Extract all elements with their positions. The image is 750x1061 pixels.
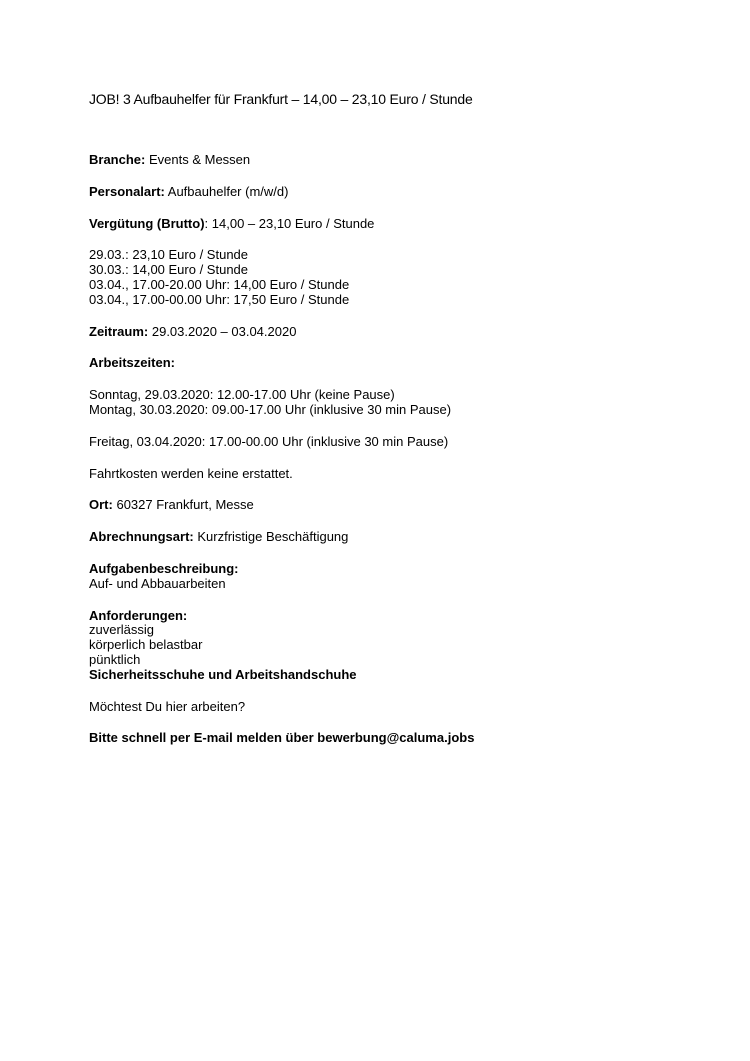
rate-line: 30.03.: 14,00 Euro / Stunde <box>89 262 249 278</box>
fahrtkosten-note: Fahrtkosten werden keine erstattet. <box>89 465 293 481</box>
field-abrechnungsart-label: Abrechnungsart: <box>89 529 194 545</box>
field-verguetung-value: : 14,00 – 23,10 Euro / Stunde <box>204 215 375 231</box>
field-branche <box>89 153 664 168</box>
requirement-item: pünktlich <box>89 651 141 667</box>
section-aufgaben-label: Aufgabenbeschreibung: <box>89 560 239 576</box>
field-zeitraum-value: 29.03.2020 – 03.04.2020 <box>151 323 297 339</box>
schedule-line-sonntag: Sonntag, 29.03.2020: 12.00-17.00 Uhr (keine Pause) <box>89 387 395 403</box>
requirement-item: zuverlässig <box>89 622 155 638</box>
field-abrechnungsart-value: Kurzfristige Beschäftigung <box>197 529 349 545</box>
job-title: JOB! 3 Aufbauhelfer für Frankfurt – 14,00 – 23,10 Euro / Stunde <box>89 91 473 107</box>
requirement-item: körperlich belastbar <box>89 637 203 653</box>
field-branche-value: Events & Messen <box>148 152 251 167</box>
section-anforderungen-label: Anforderungen: <box>89 607 188 623</box>
schedule-line-freitag: Freitag, 03.04.2020: 17.00-00.00 Uhr (inklusive 30 min Pause) <box>89 433 449 449</box>
field-personalart-label: Personalart: <box>89 183 165 199</box>
field-ort-label: Ort: <box>89 497 113 513</box>
question-line: Möchtest Du hier arbeiten? <box>89 698 246 714</box>
section-anforderungen <box>89 609 664 683</box>
rate-line: 03.04., 17.00-20.00 Uhr: 14,00 Euro / Stunde <box>89 276 350 292</box>
field-ort-value: 60327 Frankfurt, Messe <box>116 497 254 513</box>
document-content <box>89 91 664 763</box>
field-ort <box>89 498 664 513</box>
section-aufgaben <box>89 562 664 592</box>
rate-list <box>89 248 664 307</box>
field-verguetung <box>89 217 664 232</box>
section-arbeitszeiten-label: Arbeitszeiten: <box>89 355 175 371</box>
section-arbeitszeiten-heading <box>89 356 664 371</box>
field-zeitraum-label: Zeitraum: <box>89 323 149 339</box>
field-branche-label: Branche: <box>89 152 146 167</box>
rate-line: 03.04., 17.00-00.00 Uhr: 17,50 Euro / Stunde <box>89 291 350 307</box>
field-personalart-value: Aufbauhelfer (m/w/d) <box>167 183 289 199</box>
field-abrechnungsart <box>89 530 664 545</box>
requirement-highlight: Sicherheitsschuhe und Arbeitshandschuhe <box>89 666 357 682</box>
cta-line: Bitte schnell per E-mail melden über bewerbung@caluma.jobs <box>89 730 475 746</box>
section-aufgaben-value: Auf- und Abbauarbeiten <box>89 575 226 591</box>
schedule-weekend-block <box>89 388 664 418</box>
schedule-line-montag: Montag, 30.03.2020: 09.00-17.00 Uhr (inklusive 30 min Pause) <box>89 401 452 417</box>
field-verguetung-label: Vergütung (Brutto) <box>89 215 205 231</box>
field-personalart <box>89 185 664 200</box>
field-zeitraum <box>89 325 664 340</box>
rate-line: 29.03.: 23,10 Euro / Stunde <box>89 247 249 263</box>
